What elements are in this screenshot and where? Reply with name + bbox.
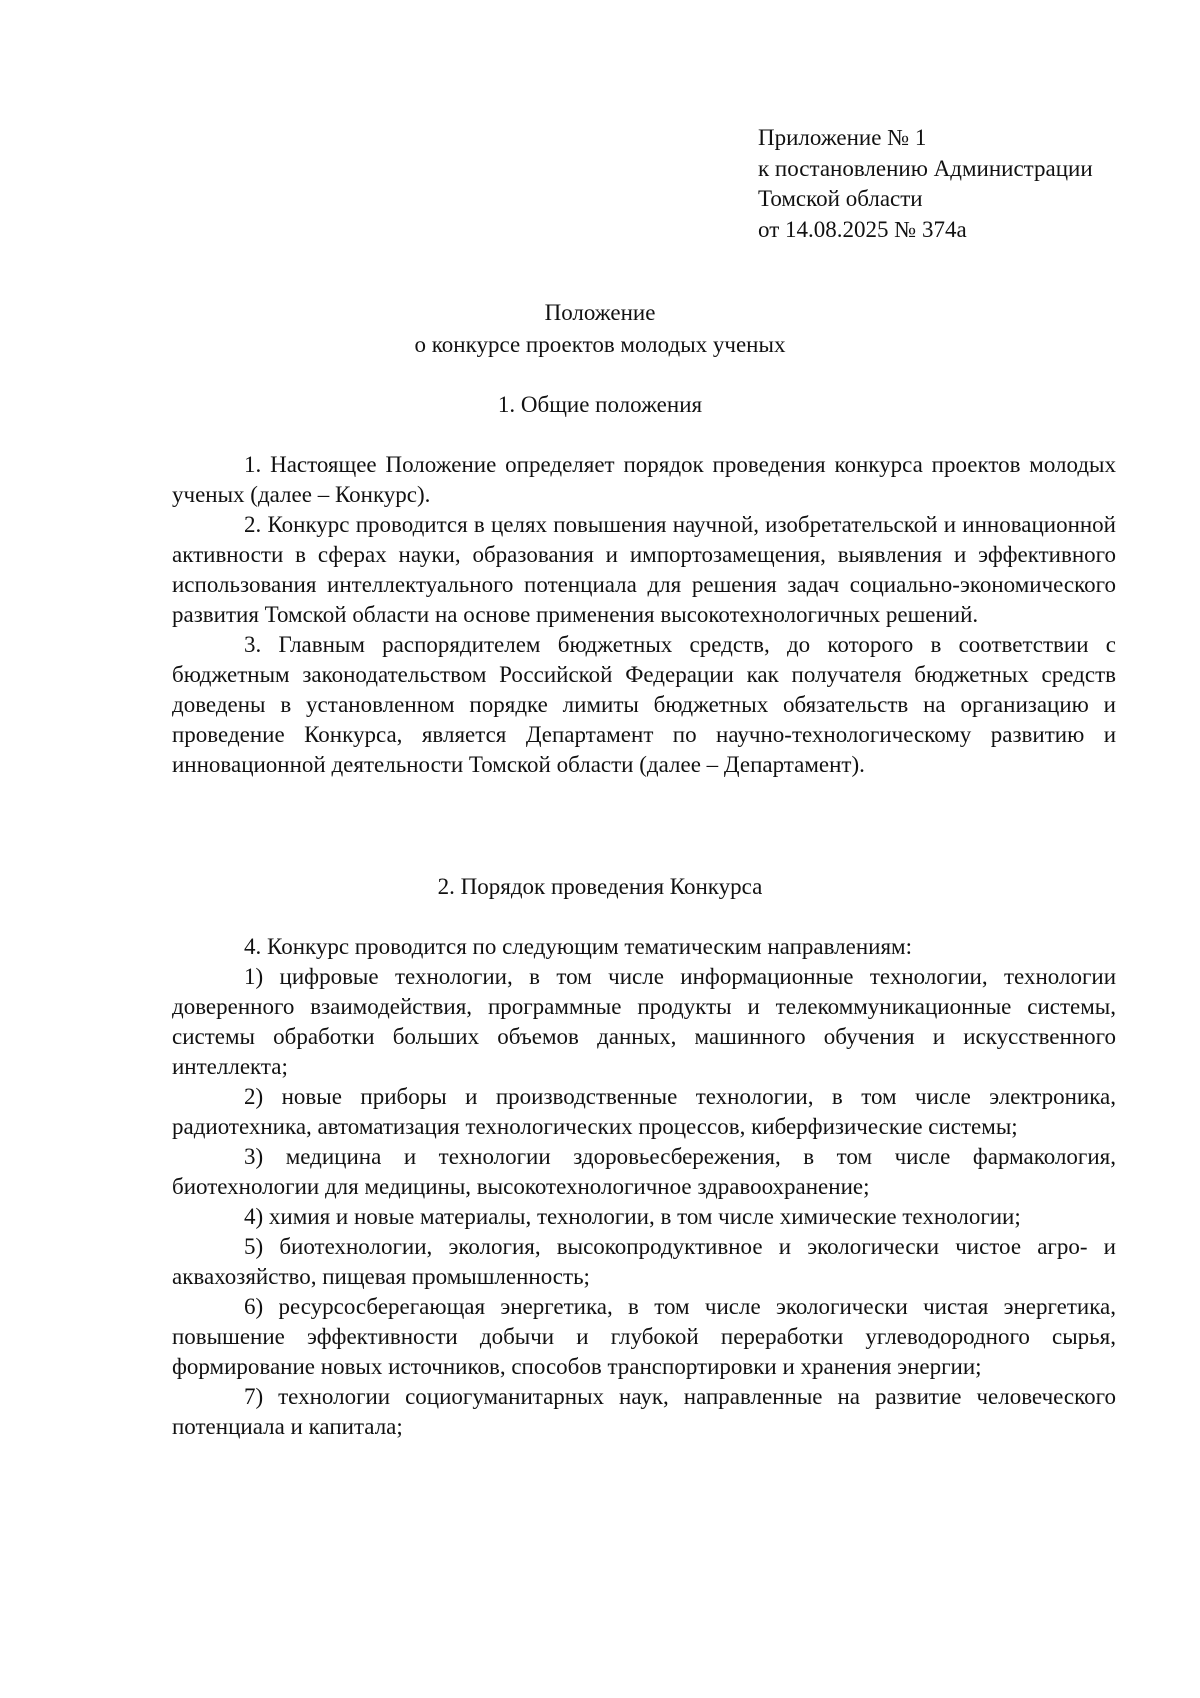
section-heading-general: 1. Общие положения (497, 392, 703, 417)
section-heading-procedure: 2. Порядок проведения Конкурса (437, 874, 763, 899)
list-item-humanities: 7) технологии социогуманитарных наук, направленные на развитие человеческого потенциала и капитала; (172, 1384, 1116, 1439)
list-item-devices: 2) новые приборы и производственные технологии, в том числе электроника, радиотехника, автоматизация технологических процессов, киберфизические системы; (172, 1084, 1116, 1139)
paragraph-1: 1. Настоящее Положение определяет порядок проведения конкурса проектов молодых ученых (далее – Конкурс). (172, 452, 1116, 507)
list-item-biotech: 5) биотехнологии, экология, высокопродуктивное и экологически чистое агро- и аквахозяйство, пищевая промышленность; (172, 1234, 1116, 1289)
section-general-body (172, 450, 1116, 780)
appendix-header (758, 123, 1093, 245)
list-item-digital: 1) цифровые технологии, в том числе информационные технологии, технологии доверенного взаимодействия, программные продукты и телекоммуникационные системы, системы обработки больших объемов данных, машинного обучения и искусственного интеллекта; (172, 964, 1116, 1079)
paragraph-3: 3. Главным распорядителем бюджетных средств, до которого в соответствии с бюджетным законодательством Российской Федерации как получателя бюджетных средств доведены в установленном порядке лимиты бюджетных обязательств на организацию и проведение Конкурса, является Департамент по научно-технологическому развитию и инновационной деятельности Томской области (далее – Департамент). (172, 632, 1116, 777)
paragraph-4: 4. Конкурс проводится по следующим тематическим направлениям: (244, 934, 912, 959)
appendix-date-number: от 14.08.2025 № 374а (758, 216, 967, 242)
section-procedure-body (172, 932, 1116, 1442)
appendix-number: Приложение № 1 (758, 125, 927, 150)
list-item-chemistry: 4) химия и новые материалы, технологии, в том числе химические технологии; (244, 1204, 1021, 1229)
list-item-medicine: 3) медицина и технологии здоровьесбережения, в том числе фармакология, биотехнологии для медицины, высокотехнологичное здравоохранение; (172, 1144, 1116, 1199)
paragraph-2: 2. Конкурс проводится в целях повышения научной, изобретательской и инновационной активности в сферах науки, образования и импортозамещения, выявления и эффективного использования интеллектуального потенциала для решения задач социально-экономического развития Томской области на основе применения высокотехнологичных решений. (172, 512, 1116, 627)
document-title: Положение (544, 300, 656, 325)
appendix-region: Томской области (758, 186, 923, 211)
appendix-resolution-ref: к постановлению Администрации (758, 155, 1093, 181)
list-item-energy: 6) ресурсосберегающая энергетика, в том числе экологически чистая энергетика, повышение эффективности добычи и глубокой переработки углеводородного сырья, формирование новых источников, способов транспортировки и хранения энергии; (172, 1294, 1116, 1379)
document-subtitle: о конкурсе проектов молодых ученых (414, 332, 786, 357)
